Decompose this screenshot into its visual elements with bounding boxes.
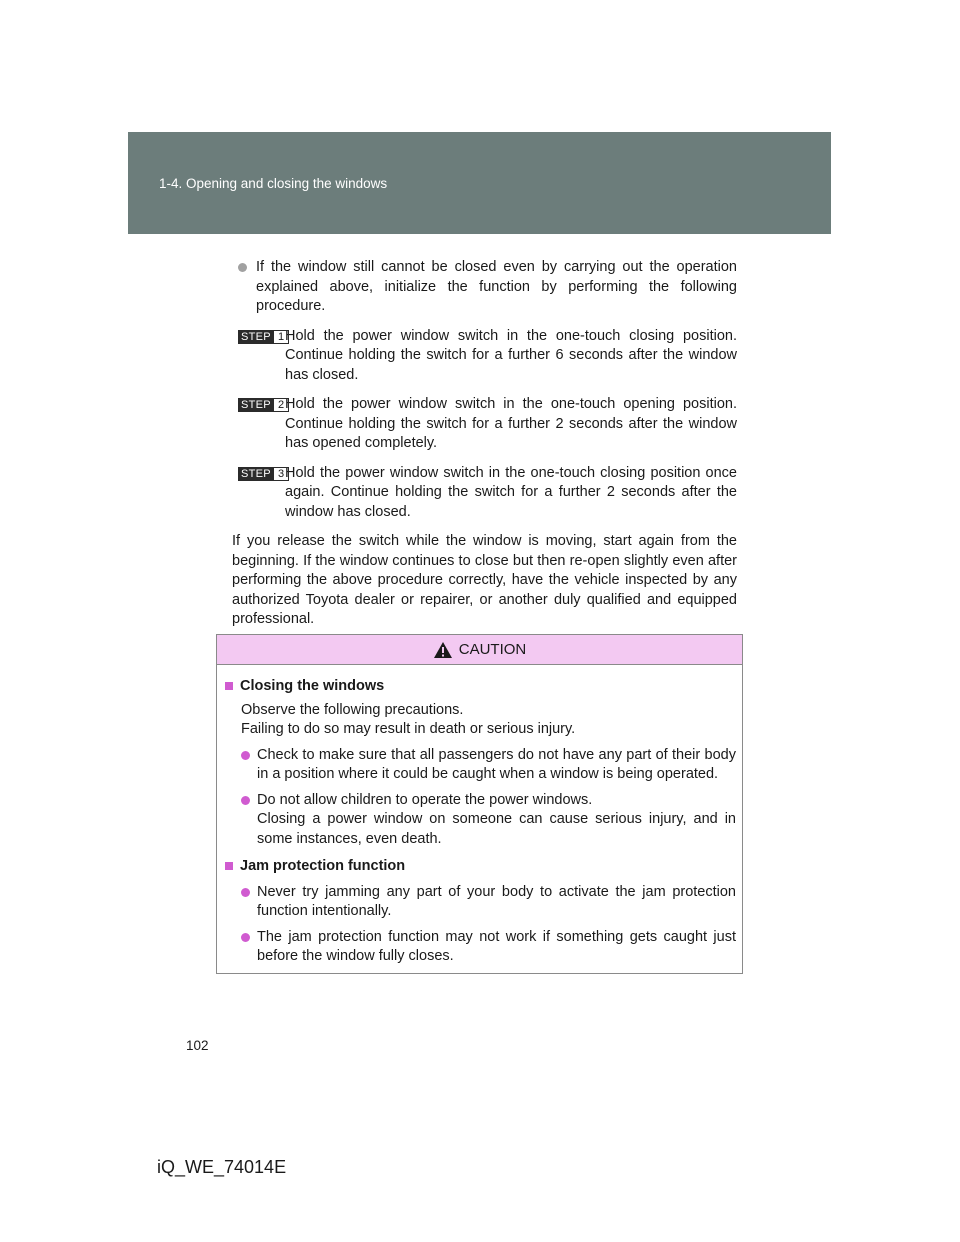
step-badge-label: STEP (238, 398, 274, 412)
caution-section-heading: Jam protection function (225, 857, 736, 877)
caution-section-heading: Closing the windows (225, 677, 736, 697)
caution-text: Observe the following precautions. Failing to do so may result in death or serious injury. (241, 701, 576, 737)
caution-bullet: The jam protection function may not work if something gets caught just before the window fully closes. (225, 928, 736, 967)
step-1 (232, 327, 737, 386)
caution-box (216, 634, 743, 974)
section-header (128, 132, 831, 234)
document-code: iQ_WE_74014E (157, 1157, 287, 1177)
caution-bullet: Check to make sure that all passengers do not have any part of their body in a position where it could be caught when a window is being operated. (225, 746, 736, 785)
square-bullet-icon (225, 682, 233, 690)
step-3-badge (238, 467, 289, 481)
step-2-text: Hold the power window switch in the one-touch opening position. Continue holding the switch for a further 2 seconds after the window has opened completely. (285, 396, 737, 451)
caution-bullet: Do not allow children to operate the power windows. Closing a power window on someone can cause serious injury, and in some instances, even death. (225, 791, 736, 850)
caution-body (217, 665, 742, 967)
step-3 (232, 464, 737, 523)
closing-paragraph: If you release the switch while the window is moving, start again from the beginning. If the window continues to close but then re-open slightly even after performing the above procedure correctly, have the vehicle inspected by any authorized Toyota dealer or repairer, or another duly qualified and equipped professional. (232, 533, 737, 627)
bullet-dot-icon (241, 888, 250, 897)
step-badge-number: 3 (274, 467, 289, 481)
bullet-dot-icon (238, 263, 247, 272)
intro-bullet (238, 258, 737, 317)
section-title: 1-4. Opening and closing the windows (159, 176, 388, 191)
page-number: 102 (186, 1038, 209, 1053)
caution-title: CAUTION (458, 641, 527, 658)
bullet-dot-icon (241, 751, 250, 760)
warning-triangle-icon (433, 641, 453, 659)
bullet-dot-icon (241, 933, 250, 942)
step-3-text: Hold the power window switch in the one-touch closing position once again. Continue holding the switch for a further 2 seconds after the window has closed. (285, 464, 737, 520)
step-badge-label: STEP (238, 467, 274, 481)
bullet-dot-icon (241, 796, 250, 805)
square-bullet-icon (225, 862, 233, 870)
step-badge-number: 2 (274, 398, 289, 412)
step-2 (232, 395, 737, 454)
step-1-badge (238, 330, 289, 344)
main-content (232, 258, 737, 630)
step-badge-label: STEP (238, 330, 274, 344)
intro-bullet-text: If the window still cannot be closed even by carrying out the operation explained above, initialize the function by performing the following procedure. (256, 259, 737, 314)
caution-bullet: Never try jamming any part of your body to activate the jam protection function intentionally. (225, 883, 736, 922)
step-badge-number: 1 (274, 330, 289, 344)
caution-header (217, 635, 742, 665)
step-2-badge (238, 398, 289, 412)
step-1-text: Hold the power window switch in the one-touch closing position. Continue holding the switch for a further 6 seconds after the window has closed. (285, 327, 737, 383)
